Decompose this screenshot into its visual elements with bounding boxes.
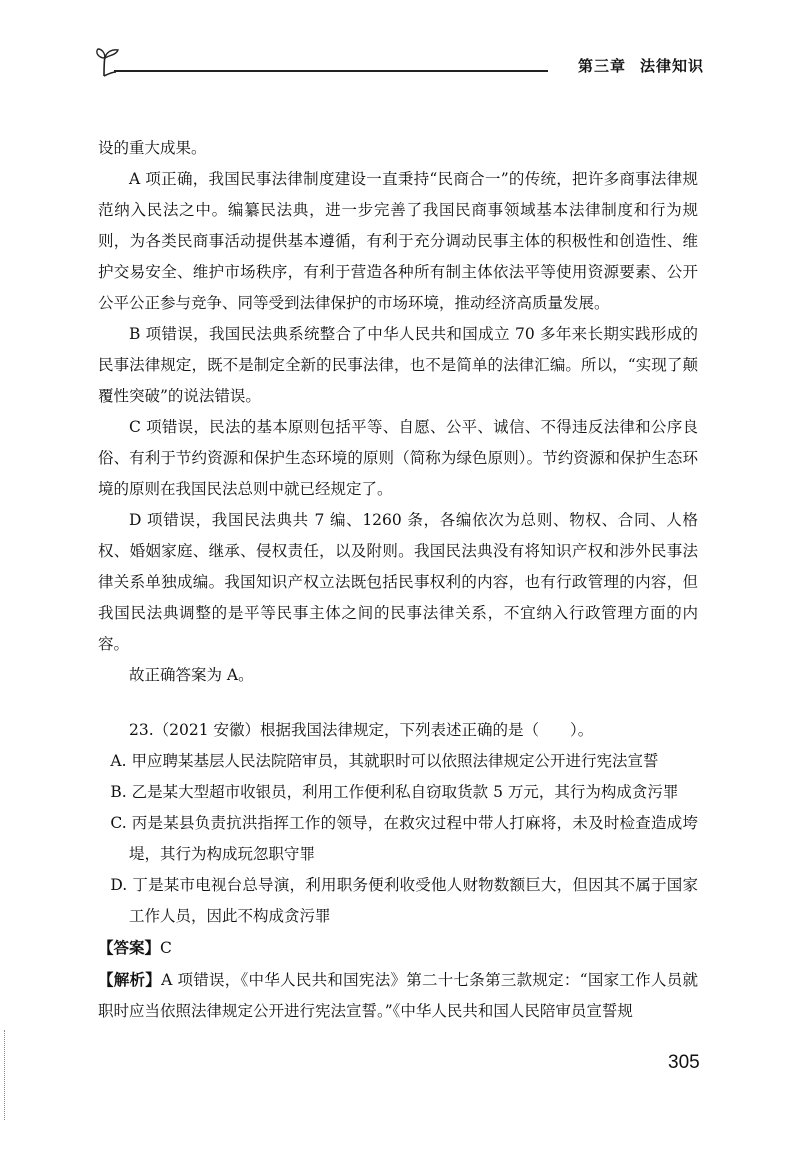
chapter-number: 第三章 [577, 57, 626, 75]
paragraph-option-b: B 项错误，我国民法典系统整合了中华人民共和国成立 70 多年来长期实践形成的民事法律规定，既不是制定全新的民事法律，也不是简单的法律汇编。所以，“实现了颠覆性突破”的说法错误。 [98, 325, 698, 405]
question-stem: 23.（2021 安徽）根据我国法律规定，下列表述正确的是（ ）。 [129, 721, 594, 739]
paragraph-option-d: D 项错误，我国民法典共 7 编、1260 条，各编依次为总则、物权、合同、人格权、婚姻家庭、继承、侵权责任，以及附则。我国民法典没有将知识产权和涉外民事法律关系单独成编。我国知识产权立法既包括民事权利的内容，也有行政管理的内容，但我国民法典调整的是平等民事主体之间的民事法律关系，不宜纳入行政管理方面的内容。 [98, 511, 698, 653]
paragraph-option-a: A 项正确，我国民事法律制度建设一直秉持“民商合一”的传统，把许多商事法律规范纳入民法之中。编纂民法典，进一步完善了我国民商事领域基本法律制度和行为规则，为各类民商事活动提供基本遵循，有利于充分调动民事主体的积极性和创造性、维护交易安全、维护市场秩序，有利于营造各种所有制主体依法平等使用资源要素、公开公平公正参与竞争、同等受到法律保护的市场环境，推动经济高质量发展。 [98, 170, 698, 312]
question-option-c: C. 丙是某县负责抗洪指挥工作的领导，在救灾过程中带人打麻将，未及时检查造成垮堤，其行为构成玩忽职守罪 [110, 814, 698, 863]
question-option-b: B. 乙是某大型超市收银员，利用工作便利私自窃取货款 5 万元，其行为构成贪污罪 [110, 783, 679, 801]
answer-label: 【答案】 [98, 938, 161, 957]
page-body [98, 133, 698, 1027]
page-number: 305 [668, 1052, 700, 1073]
analysis-label: 【解析】 [98, 970, 162, 989]
paragraph-option-c: C 项错误，民法的基本原则包括平等、自愿、公平、诚信、不得违反法律和公序良俗、有利于节约资源和保护生态环境的原则（简称为绿色原则）。节约资源和保护生态环境的原则在我国民法总则中就已经规定了。 [98, 418, 698, 498]
analysis-paragraph [98, 964, 698, 1027]
answer-line [98, 932, 698, 964]
sprout-icon [92, 46, 126, 80]
question-option-a: A. 甲应聘某基层人民法院陪审员，其就职时可以依照法律规定公开进行宪法宣誓 [110, 752, 659, 770]
paragraph-conclusion: 故正确答案为 A。 [129, 666, 254, 684]
page-header [92, 46, 704, 82]
paragraph-continuation: 设的重大成果。 [98, 139, 207, 157]
chapter-title: 法律知识 [639, 57, 704, 75]
chapter-heading [578, 55, 704, 76]
question-option-d: D. 丁是某市电视台总导演，利用职务便利收受他人财物数额巨大，但因其不属于国家工作人员，因此不构成贪污罪 [110, 876, 698, 925]
analysis-text: A 项错误，《中华人民共和国宪法》第二十七条第三款规定：“国家工作人员就职时应当依照法律规定公开进行宪法宣誓。”《中华人民共和国人民陪审员宣誓规 [98, 971, 698, 1020]
spacer [98, 691, 698, 715]
answer-value: C [160, 939, 172, 957]
scan-margin-marks [4, 1030, 7, 1120]
header-rule [114, 70, 548, 72]
